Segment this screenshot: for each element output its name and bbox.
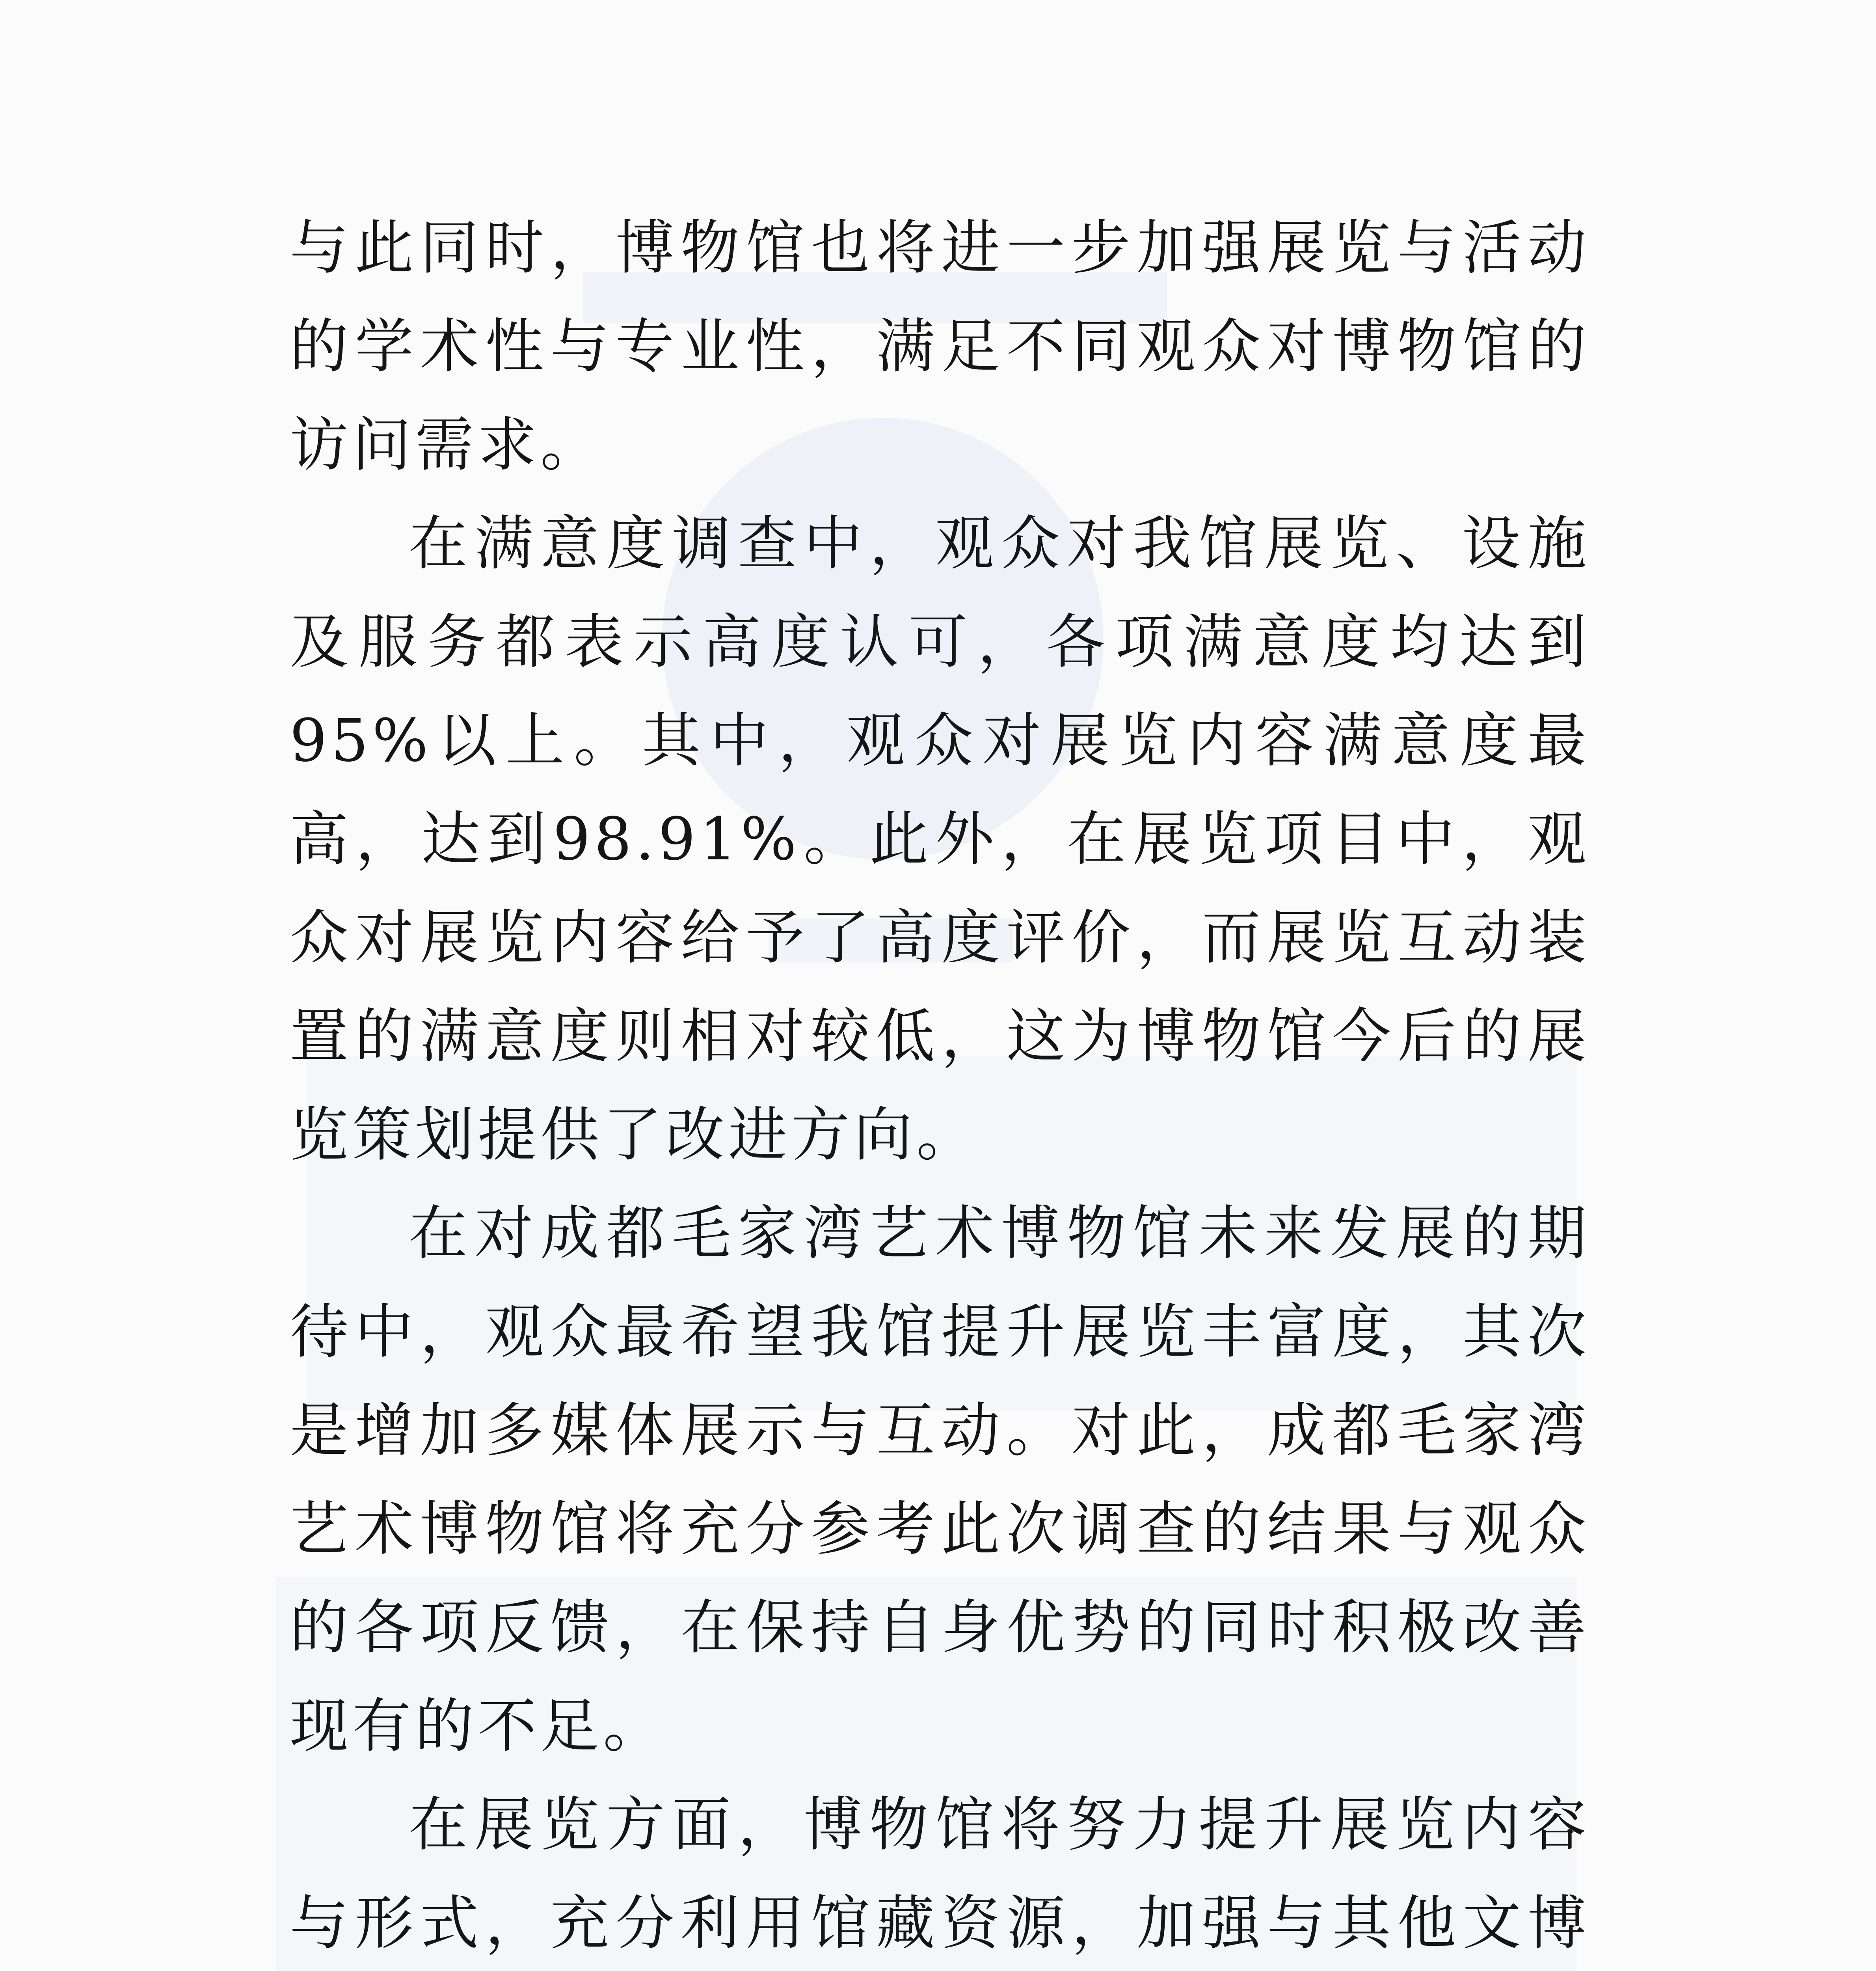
document-body (290, 199, 1590, 1971)
paragraph-3: 在对成都毛家湾艺术博物馆未来发展的期待中，观众最希望我馆提升展览丰富度，其次是增加多媒体展示与互动。对此，成都毛家湾艺术博物馆将充分参考此次调查的结果与观众的各项反馈，在保持自身优势的同时积极改善现有的不足。 (290, 1200, 1590, 1760)
paragraph-1: 与此同时，博物馆也将进一步加强展览与活动的学术性与专业性，满足不同观众对博物馆的访问需求。 (290, 214, 1590, 479)
paragraph-4: 在展览方面，博物馆将努力提升展览内容与形式，充分利用馆藏资源，加强与其他文博 (290, 1791, 1590, 1958)
paragraph-2: 在满意度调查中，观众对我馆展览、设施及服务都表示高度认可，各项满意度均达到95%以上。其中，观众对展览内容满意度最高，达到98.91%。此外，在展览项目中，观众对展览内容给予了高度评价，而展览互动装置的满意度则相对较低，这为博物馆今后的展览策划提供了改进方向。 (290, 510, 1590, 1169)
